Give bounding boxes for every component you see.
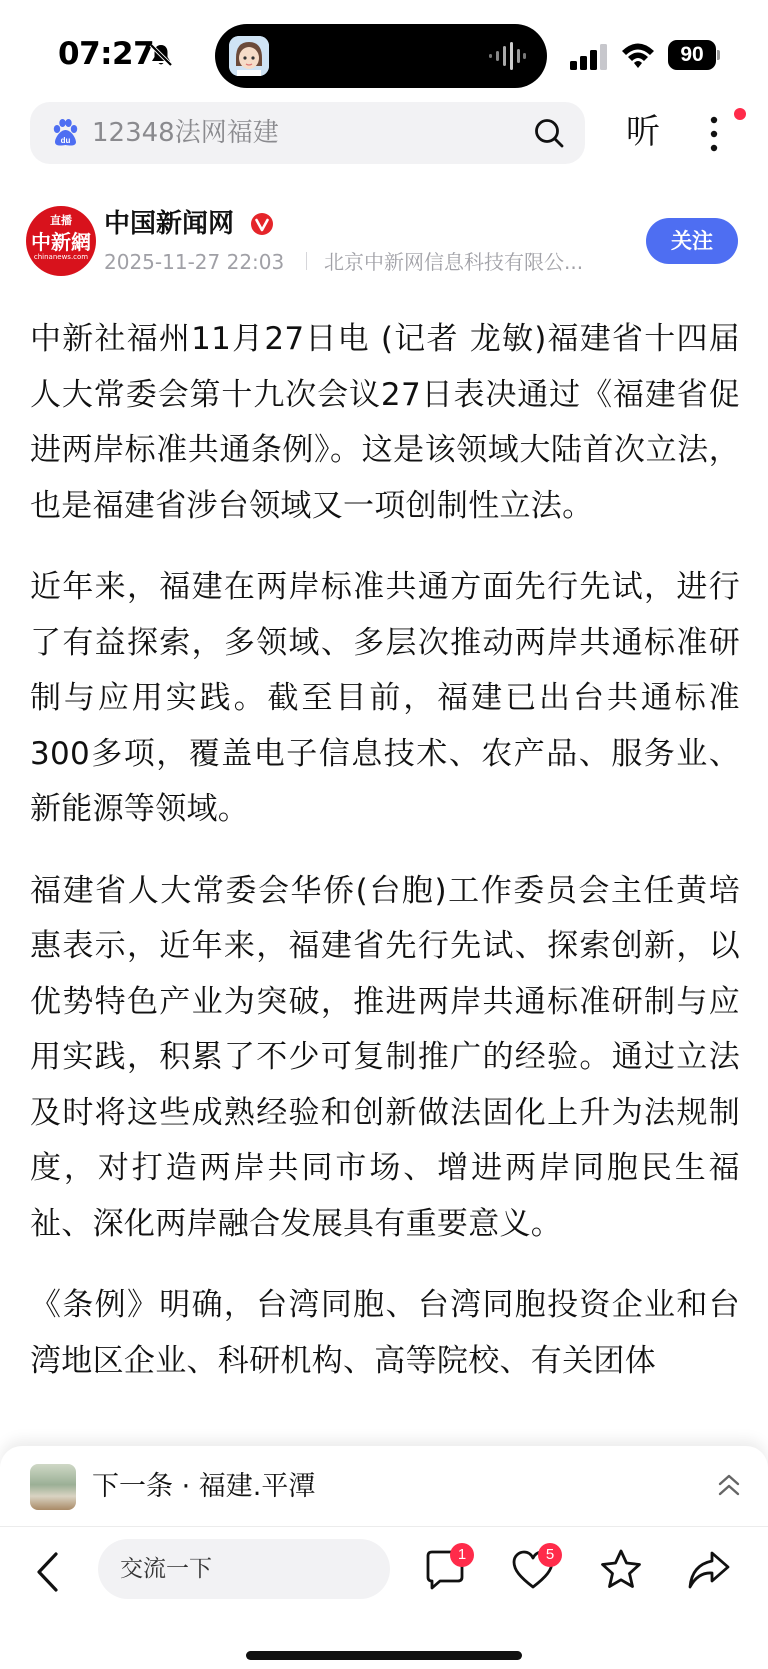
follow-button[interactable]: 关注 — [646, 218, 738, 264]
baidu-paw-icon — [50, 118, 80, 148]
battery-tip — [717, 50, 720, 60]
author-avatar[interactable] — [26, 206, 96, 276]
next-article-label[interactable]: 下一条 · 福建.平潭 — [92, 1471, 316, 1502]
avatar-live-label: 直播 — [50, 214, 72, 227]
battery-icon — [668, 40, 720, 70]
more-icon[interactable] — [704, 112, 724, 156]
publish-time: 2025-11-27 22:03 — [104, 250, 285, 274]
wifi-icon — [620, 40, 656, 70]
avatar-domain: chinanews.com — [33, 253, 89, 261]
search-box[interactable] — [30, 102, 585, 164]
comment-count-badge: 1 — [450, 1543, 474, 1567]
meta-divider — [306, 252, 307, 270]
verified-icon — [250, 212, 274, 236]
signal-icon — [570, 44, 608, 70]
article-body — [30, 312, 740, 1442]
like-count-badge: 5 — [538, 1543, 562, 1567]
notification-dot — [734, 108, 746, 120]
avatar-logo-text: 中新網 — [31, 230, 91, 254]
status-bar — [0, 0, 768, 100]
home-indicator — [246, 1651, 522, 1660]
article-paragraph: 《条例》明确，台湾同胞、台湾同胞投资企业和台湾地区企业、科研机构、高等院校、有关团体 — [30, 1287, 740, 1379]
publisher-organization: 北京中新网信息科技有限公... — [324, 250, 584, 274]
bottom-action-bar — [0, 1526, 768, 1669]
battery-level: 90 — [668, 40, 716, 70]
next-article-thumbnail — [30, 1464, 76, 1510]
search-query[interactable]: 12348法网福建 — [92, 118, 279, 148]
assistant-avatar-icon — [229, 36, 269, 76]
chevron-up-icon[interactable] — [714, 1470, 744, 1500]
author-name[interactable]: 中国新闻网 — [104, 209, 235, 239]
audio-wave-icon — [487, 42, 527, 70]
back-arrow-icon[interactable] — [30, 1549, 66, 1595]
share-icon[interactable] — [686, 1547, 732, 1593]
bell-muted-icon — [148, 42, 174, 68]
dynamic-island — [215, 24, 547, 88]
svg-text:du: du — [60, 136, 71, 145]
comment-input[interactable]: 交流一下 — [98, 1539, 390, 1599]
article-paragraph: 福建省人大常委会华侨(台胞)工作委员会主任黄培惠表示，近年来，福建省先行先试、探索创新，以优势特色产业为突破，推进两岸共通标准研制与应用实践，积累了不少可复制推广的经验。通过立法及时将这些成熟经验和创新做法固化上升为法规制度，对打造两岸共同市场、增进两岸同胞民生福祉、深化两岸融合发展具有重要意义。 — [30, 872, 740, 1242]
article-paragraph: 近年来，福建在两岸标准共通方面先行先试，进行了有益探索，多领域、多层次推动两岸共通标准研制与应用实践。截至目前，福建已出台共通标准300多项，覆盖电子信息技术、农产品、服务业、新能源等领域。 — [30, 569, 740, 827]
star-icon[interactable] — [598, 1547, 644, 1593]
article-paragraph: 中新社福州11月27日电 (记者 龙敏)福建省十四届人大常委会第十九次会议27日表决通过《福建省促进两岸标准共通条例》。这是该领域大陆首次立法，也是福建省涉台领域又一项创制性立法。 — [30, 321, 740, 524]
listen-button[interactable]: 听 — [626, 112, 660, 152]
status-time: 07:27 — [58, 36, 155, 72]
next-article-bar[interactable] — [0, 1446, 768, 1526]
search-icon[interactable] — [533, 117, 565, 149]
